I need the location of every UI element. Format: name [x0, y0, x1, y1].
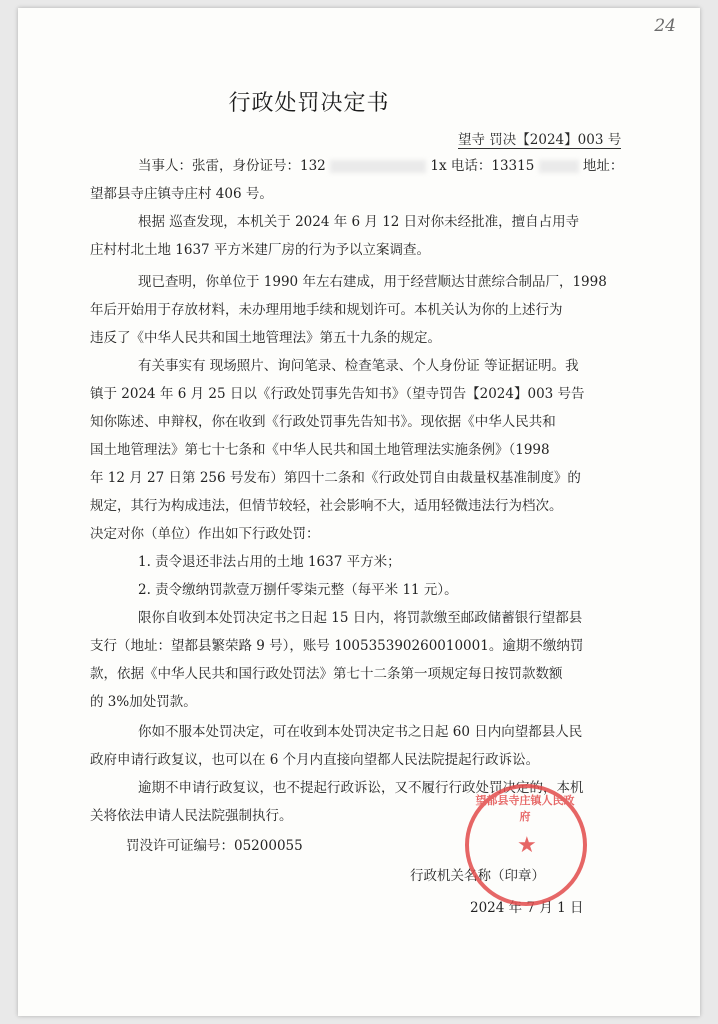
- paragraph-line: 规定，其行为构成违法，但情节较轻，社会影响不大，适用轻微违法行为档次。: [90, 498, 563, 514]
- penalty-item: 1. 责令退还非法占用的土地 1637 平方米；: [138, 554, 401, 570]
- star-icon: ★: [517, 832, 537, 857]
- paragraph-line: 现已查明，你单位于 1990 年左右建成，用于经营顺达甘蔗综合制品厂，1998: [138, 274, 607, 290]
- paragraph-line: 支行（地址：望都县繁荣路 9 号），账号 100535390260010001。逾期不缴纳罚: [90, 638, 584, 654]
- paragraph-line: 违反了《中华人民共和国土地管理法》第五十九条的规定。: [90, 330, 441, 346]
- paragraph-line: 逾期不申请行政复议，也不提起行政诉讼，又不履行行政处罚决定的，本机: [138, 780, 584, 796]
- paragraph-line: 知你陈述、申辩权，你在收到《行政处罚事先告知书》。现依据《中华人民共和: [90, 414, 556, 430]
- penalty-item: 2. 责令缴纳罚款壹万捌仟零柒元整（每平米 11 元）。: [138, 582, 458, 598]
- page-number: 24: [654, 16, 676, 36]
- paragraph-line: 国土地管理法》第七十七条和《中华人民共和国土地管理法实施条例》（1998: [90, 442, 550, 458]
- paragraph-line: 镇于 2024 年 6 月 25 日以《行政处罚事先告知书》（望寺罚告【2024】003 号告: [90, 386, 585, 402]
- paragraph-line: 庄村村北土地 1637 平方米建厂房的行为予以立案调查。: [90, 242, 430, 258]
- party-address-label: 地址：: [582, 158, 624, 174]
- page-title: 行政处罚决定书: [228, 91, 390, 116]
- issue-date: 2024 年 7 月 1 日: [470, 900, 584, 916]
- paragraph-line: 关将依法申请人民法院强制执行。: [90, 808, 293, 824]
- party-line: [138, 154, 623, 174]
- party-id: 当事人：张雷，身份证号：132: [138, 158, 326, 174]
- document-page: [18, 8, 700, 1016]
- paragraph-line: 根据 巡查发现，本机关于 2024 年 6 月 12 日对你未经批准，擅自占用寺: [138, 214, 580, 230]
- paragraph-line: 的 3%加处罚款。: [90, 694, 197, 710]
- paragraph-line: 有关事实有 现场照片、询问笔录、检查笔录、个人身份证 等证据证明。我: [138, 358, 579, 374]
- paragraph-line: 你如不服本处罚决定，可在收到本处罚决定书之日起 60 日内向望都县人民: [138, 724, 583, 740]
- seal-text: 望都县寺庄镇人民政府: [475, 794, 575, 823]
- redacted-block: [539, 160, 579, 173]
- paragraph-line: 政府申请行政复议，也可以在 6 个月内直接向望都人民法院提起行政诉讼。: [90, 752, 540, 768]
- party-phone: 1x 电话：13315: [430, 158, 535, 174]
- paragraph-line: 年后开始用于存放材料，未办理用地手续和规划许可。本机关认为你的上述行为: [90, 302, 563, 318]
- paragraph-line: 年 12 月 27 日第 256 号发布）第四十二条和《行政处罚自由裁量权基准制度》的: [90, 470, 581, 486]
- document-number: 望寺 罚决【2024】003 号: [458, 128, 621, 149]
- party-address: 望都县寺庄镇寺庄村 406 号。: [90, 186, 273, 202]
- paragraph-line: 限你自收到本处罚决定书之日起 15 日内，将罚款缴至邮政储蓄银行望都县: [138, 610, 583, 626]
- paragraph-line: 决定对你（单位）作出如下行政处罚：: [90, 526, 320, 542]
- official-seal: [465, 784, 587, 906]
- agency-name-label: 行政机关名称（印章）: [410, 868, 545, 884]
- license-number: 罚没许可证编号：05200055: [126, 838, 303, 854]
- redacted-block: [330, 160, 426, 173]
- paragraph-line: 款，依据《中华人民共和国行政处罚法》第七十二条第一项规定每日按罚款数额: [90, 666, 563, 682]
